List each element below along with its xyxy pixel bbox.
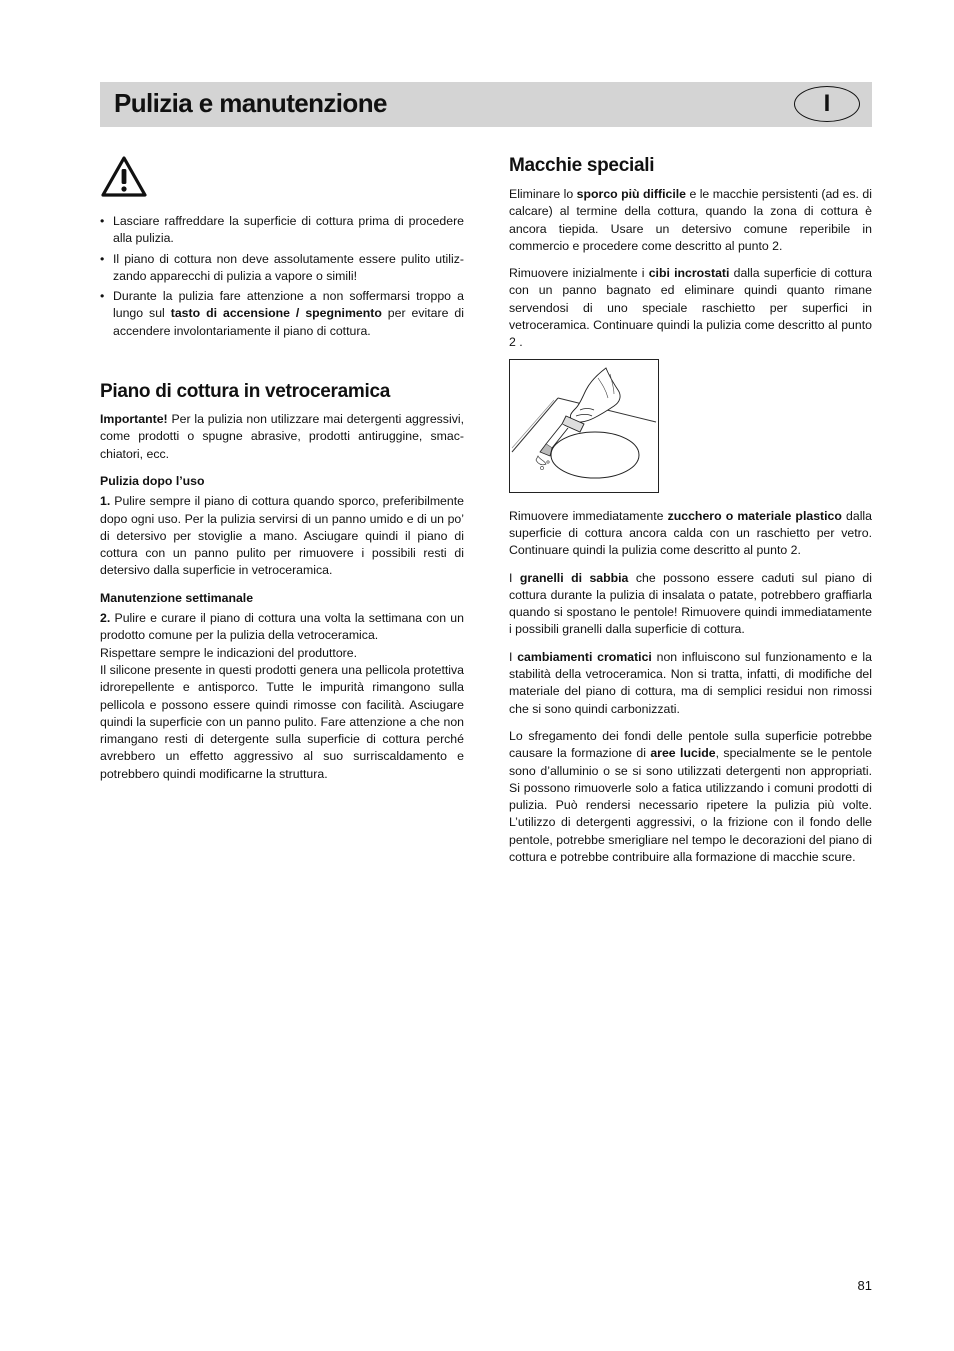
paragraph-granelli: I granelli di sabbia che possono essere caduti sul piano di cottura durante la pulizia di insalata o patate, potrebbero graffiarla quando si spostano le pentole! Rimuovere quindi immediatamente i possibili granelli dalla superficie di cottura. <box>509 570 872 637</box>
left-column <box>100 155 464 783</box>
bullet-item: • Durante la pulizia fare attenzione a non soffermarsi troppo a lungo sul tasto di accensione / spegnimento per evitare di accendere involontariamente il piano di cottura. <box>100 288 464 340</box>
paragraph-step-2-note: Rispettare sempre le indicazioni del produttore. <box>100 645 358 660</box>
paragraph-step-1: 1. Pulire sempre il piano di cottura quando sporco, preferibilmente dopo ogni uso. Per la pulizia servirsi di un panno umido e di un po’ di detersivo per stoviglie a mano. Asciugare quindi il piano di cottura con un panno pulito per rimuovere i possibili resti di detersivo dalla superficie in vetroceramica. <box>100 494 464 578</box>
bullet-item: • Il piano di cottura non deve assolutamente essere pulito utilizzando apparecchi di pulizia a vapore o simili! <box>100 251 464 286</box>
page-title: Pulizia e manutenzione <box>114 88 387 118</box>
subheading-manutenzione-settimanale: Manutenzione settimanale <box>100 590 254 605</box>
bullet-item: • Lasciare raffreddare la superficie di cottura prima di procedere alla pulizia. <box>100 213 464 248</box>
scraper-illustration <box>509 359 659 493</box>
paragraph-step-2: 2. Pulire e curare il piano di cottura una volta la settimana con un prodotto comune per la pulizia della vetroceramica. <box>100 611 464 643</box>
right-column <box>509 152 872 866</box>
hand-scraper-illustration <box>510 360 658 492</box>
paragraph-zucchero: Rimuovere immediatamente zucchero o materiale plastico dalla superficie di cottura ancora calda con un raschietto per vetro. Continuare quindi la pulizia come descritto al punto 2. <box>509 508 872 558</box>
paragraph-cambiamenti-cromatici: I cambiamenti cromatici non influiscono sul funzionamento e la stabilità della vetroceramica. Non si tratta, infatti, di modifiche del materiale del piano di cottura, ma di semplici residui non rimossi che si sono quindi carbonizzati. <box>509 649 872 716</box>
safety-bullet-list <box>100 213 464 340</box>
section-title-macchie-speciali: Macchie speciali <box>509 155 655 176</box>
intro-paragraph: Importante! Per la pulizia non utilizzare mai detergenti aggressivi, come prodotti o spugne abrasive, prodotti antiruggine, smacchiatori, ecc. <box>100 412 464 461</box>
page-header <box>100 82 872 127</box>
paragraph-cibi-incrostati: Rimuovere inizialmente i cibi incrostati dalla superficie di cottura con un panno bagnato ed eliminare quindi quanto rimane servendosi di uno speciale raschietto per superfici in vetroceramica. Continuare quindi la pulizia come descritto al punto 2 . <box>509 266 872 350</box>
paragraph-aree-lucide: Lo sfregamento dei fondi delle pentole sulla superficie potrebbe causare la formazione di aree lucide, specialmente se le pentole sono d’alluminio o se si sono utilizzati detergenti non appropriati. Si possono rimuoverle solo a fatica utilizzando i comuni prodotti di pulizia. Può rendersi necessario ripetere la pulizia più volte. L’utilizzo di detergenti aggressivi, o la frizione con il fondo delle pentole, potrebbe smerigliare nel tempo le decorazioni del piano di cottura e potrebbe contribuire alla formazione di macchie scure. <box>509 728 872 865</box>
paragraph-step-2-detail: Il silicone presente in questi prodotti genera una pellicola protettiva idrorepellente e antisporco. Tutte le impurità rimangono sulla pellicola e possono essere quindi rimosse con facilità. Asciugare quindi la superficie con un panno pulito. Fare attenzione a che non rimangano resti di detergente sulla superficie di cottura perché avrebbero un effetto aggressivo al suo surriscaldamento e potrebbero quindi modificarne la struttura. <box>100 662 464 781</box>
section-title-vetroceramica: Piano di cottura in vetroceramica <box>100 381 390 403</box>
page-number: 81 <box>857 1278 872 1293</box>
language-marker: I <box>794 86 860 122</box>
subheading-pulizia-dopo-uso: Pulizia dopo l’uso <box>100 473 205 488</box>
paragraph-sporco: Eliminare lo sporco più difficile e le macchie persistenti (ad es. di calcare) al termine della cottura, quando la zona di cottura è ancora tiepida. Usare un detersivo comune reperibile in commercio e procedere come descritto al punto 2. <box>509 187 872 253</box>
warning-triangle-icon <box>100 155 148 199</box>
